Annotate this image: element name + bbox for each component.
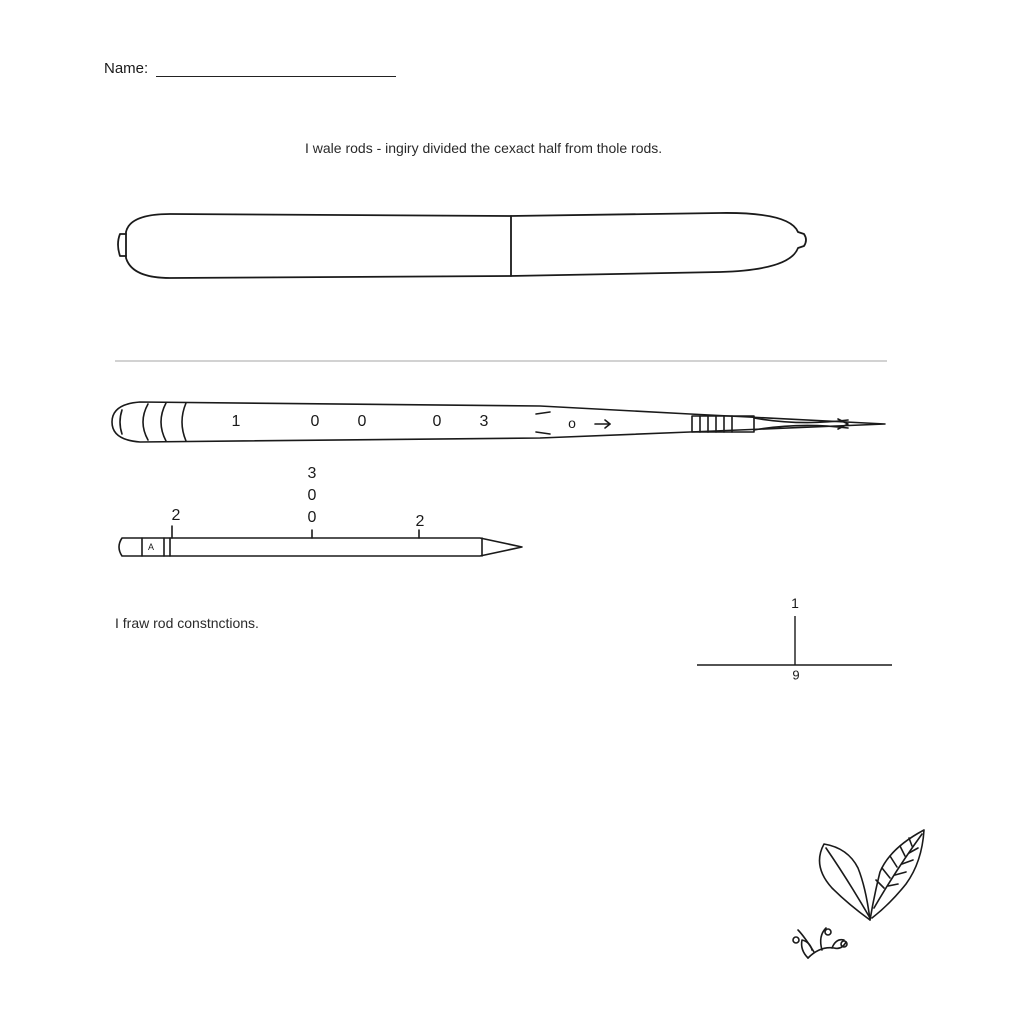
rod-number-label: 0 — [432, 413, 442, 430]
rod-circle-mark: o — [568, 415, 576, 431]
name-label: Name: — [104, 60, 149, 77]
rod-tick-label: 0 — [307, 509, 317, 526]
thin-rod — [119, 526, 522, 556]
numbered-rod — [112, 402, 885, 442]
axis-top-label: 1 — [791, 595, 799, 611]
rod-cap-mark: A — [147, 542, 155, 552]
rod-tick-label: 3 — [307, 465, 317, 482]
rod-tick-label: 2 — [171, 507, 181, 524]
rod-number-label: 3 — [479, 413, 489, 430]
instruction-text: I wale rods - ingiry divided the cexact half from thole rods. — [305, 140, 663, 156]
rod-number-label: 0 — [357, 413, 367, 430]
axis-cross — [697, 616, 892, 665]
divided-rod — [118, 213, 806, 278]
section-label: I frаw rod constnctions. — [115, 615, 259, 631]
rod-tick-label: 0 — [307, 487, 317, 504]
rod-number-label: 0 — [310, 413, 320, 430]
axis-bottom-label: 9 — [792, 667, 800, 683]
rod-number-label: 1 — [231, 413, 241, 430]
rod-tick-label: 2 — [415, 513, 425, 530]
leaf-sprig-icon — [793, 830, 924, 958]
